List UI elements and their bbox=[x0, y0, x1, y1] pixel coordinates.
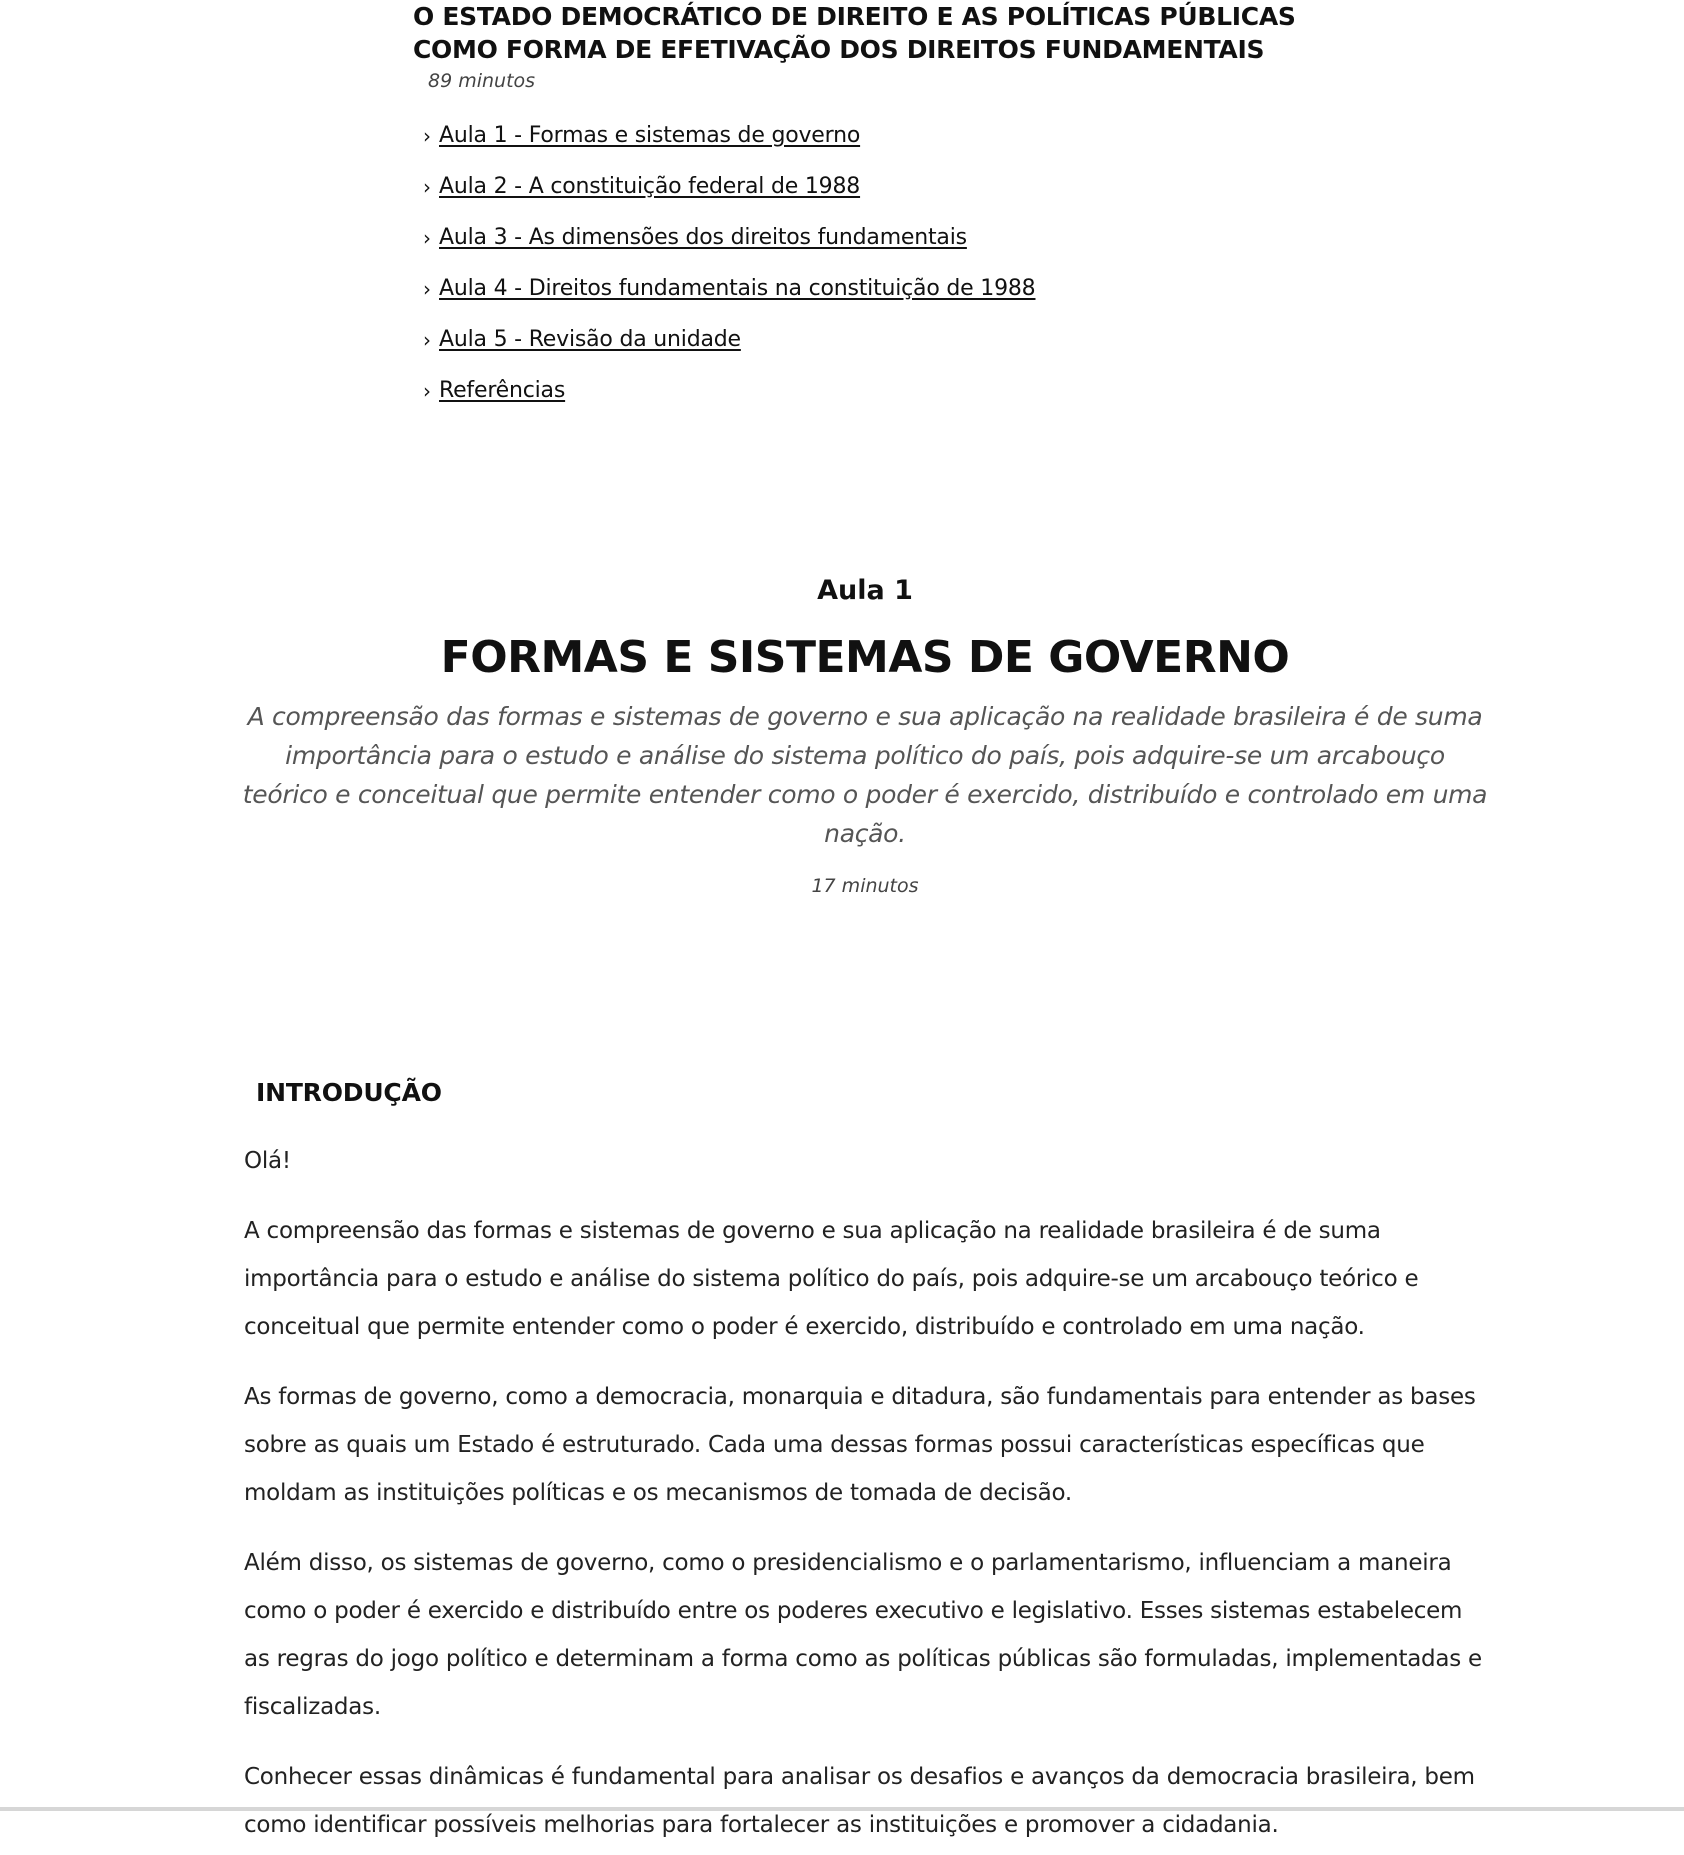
lesson-link-aula-4[interactable]: Aula 4 - Direitos fundamentais na constituição de 1988 bbox=[439, 276, 1036, 301]
lesson-number: Aula 1 bbox=[817, 575, 913, 606]
chevron-right-icon: › bbox=[423, 327, 431, 352]
lesson-link-aula-2[interactable]: Aula 2 - A constituição federal de 1988 bbox=[439, 174, 861, 199]
paragraph: Além disso, os sistemas de governo, como o presidencialismo e o parlamentarismo, influenciam a maneira como o poder é exercido e distribuído entre os poderes executivo e legislativo. Esses sistemas estabelecem as regras do jogo político e determinam a forma como as políticas públicas são formuladas, implementadas e fiscalizadas. bbox=[244, 1550, 1482, 1720]
lesson-list bbox=[423, 110, 1313, 416]
chevron-right-icon: › bbox=[423, 276, 431, 301]
paragraph: A compreensão das formas e sistemas de governo e sua aplicação na realidade brasileira é de suma importância para o estudo e análise do sistema político do país, pois adquire-se um arcabouço teórico e conceitual que permite entender como o poder é exercido, distribuído e controlado em uma nação. bbox=[244, 1218, 1419, 1340]
course-title-line1: O ESTADO DEMOCRÁTICO DE DIREITO E AS POLÍTICAS PÚBLICAS bbox=[413, 2, 1296, 31]
lesson-link-aula-3[interactable]: Aula 3 - As dimensões dos direitos fundamentais bbox=[439, 225, 967, 250]
greeting-text: Olá! bbox=[244, 1148, 291, 1174]
chevron-right-icon: › bbox=[423, 378, 431, 403]
lesson-title: FORMAS E SISTEMAS DE GOVERNO bbox=[440, 632, 1290, 683]
lesson-hero bbox=[230, 575, 1500, 897]
paragraph: Conhecer essas dinâmicas é fundamental para analisar os desafios e avanços da democracia brasileira, bem como identificar possíveis melhorias para fortalecer as instituições e promover a cidadania. bbox=[244, 1764, 1475, 1838]
chevron-right-icon: › bbox=[423, 225, 431, 250]
lesson-list-item bbox=[423, 263, 1313, 314]
lesson-summary: A compreensão das formas e sistemas de governo e sua aplicação na realidade brasileira é de suma importância para o estudo e análise do sistema político do país, pois adquire-se um arcabouço teórico e conceitual que permite entender como o poder é exercido, distribuído e controlado em uma nação. bbox=[242, 702, 1488, 848]
lesson-duration: 17 minutos bbox=[811, 875, 919, 897]
chevron-right-icon: › bbox=[423, 174, 431, 199]
lesson-list-item bbox=[423, 161, 1313, 212]
lesson-content bbox=[244, 1078, 1494, 1849]
course-header bbox=[413, 0, 1313, 416]
course-title bbox=[413, 0, 1313, 66]
lesson-list-item bbox=[423, 365, 1313, 416]
lesson-link-aula-5[interactable]: Aula 5 - Revisão da unidade bbox=[439, 327, 741, 352]
section-heading-introducao: INTRODUÇÃO bbox=[256, 1078, 442, 1107]
lesson-list-item bbox=[423, 212, 1313, 263]
lesson-list-item bbox=[423, 314, 1313, 365]
chevron-right-icon: › bbox=[423, 123, 431, 148]
lesson-link-referencias[interactable]: Referências bbox=[439, 378, 566, 403]
course-title-line2: COMO FORMA DE EFETIVAÇÃO DOS DIREITOS FUNDAMENTAIS bbox=[413, 35, 1265, 64]
page-divider bbox=[0, 1807, 1684, 1811]
course-duration: 89 minutos bbox=[428, 70, 536, 92]
paragraph: As formas de governo, como a democracia, monarquia e ditadura, são fundamentais para entender as bases sobre as quais um Estado é estruturado. Cada uma dessas formas possui características específicas que moldam as instituições políticas e os mecanismos de tomada de decisão. bbox=[244, 1384, 1476, 1506]
lesson-link-aula-1[interactable]: Aula 1 - Formas e sistemas de governo bbox=[439, 123, 861, 148]
lesson-list-item bbox=[423, 110, 1313, 161]
